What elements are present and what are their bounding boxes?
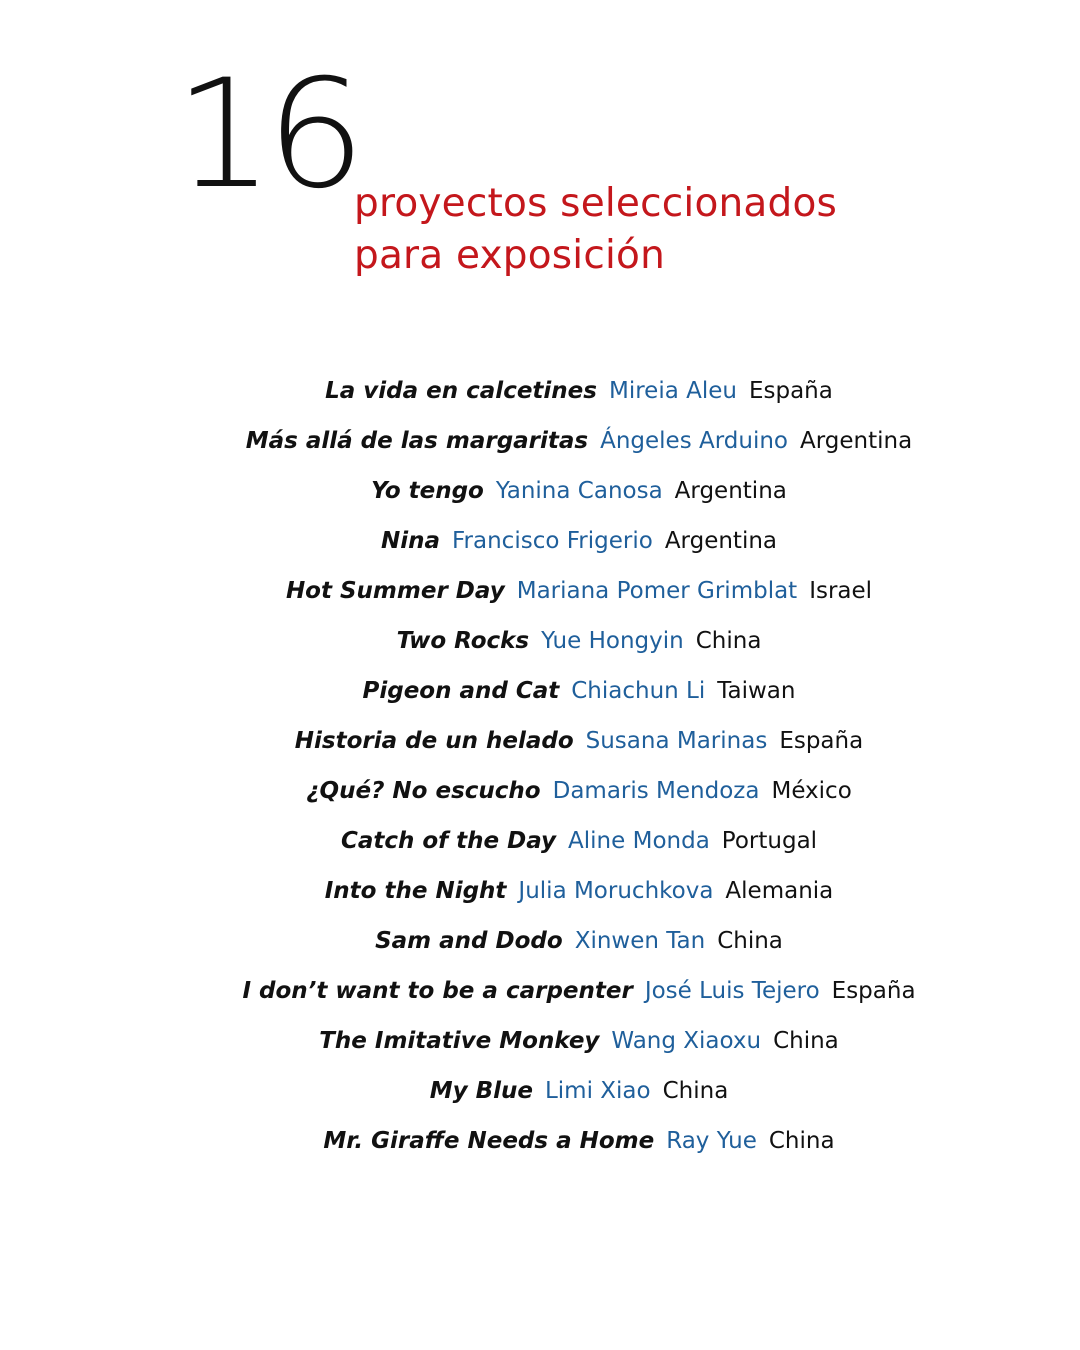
project-title: My Blue [429, 1078, 533, 1104]
project-author: Ángeles Arduino [600, 428, 789, 454]
project-title: Sam and Dodo [375, 928, 563, 954]
project-country: Taiwan [717, 678, 796, 704]
project-author: Ray Yue [666, 1128, 757, 1154]
project-title: Yo tengo [371, 478, 484, 504]
project-row [0, 966, 1080, 1016]
project-row [0, 466, 1080, 516]
project-country: Argentina [674, 478, 787, 504]
project-author: Julia Moruchkova [518, 878, 714, 904]
project-author: José Luis Tejero [644, 978, 820, 1004]
project-count: 16 [174, 48, 358, 222]
project-author: Francisco Frigerio [452, 528, 653, 554]
project-title: Historia de un helado [294, 728, 574, 754]
project-country: Argentina [800, 428, 913, 454]
project-row [0, 616, 1080, 666]
project-country: Alemania [725, 878, 834, 904]
project-country: Argentina [664, 528, 778, 554]
project-country: China [695, 628, 762, 654]
subtitle-line-1: proyectos seleccionados [354, 181, 838, 226]
project-row [0, 1116, 1080, 1166]
project-country: China [768, 1128, 835, 1154]
project-row [0, 766, 1080, 816]
project-title: Más allá de las margaritas [245, 428, 589, 454]
project-country: España [779, 728, 864, 754]
project-title: ¿Qué? No escucho [306, 778, 541, 804]
project-row [0, 866, 1080, 916]
project-country: España [831, 978, 916, 1004]
project-country: España [748, 378, 833, 404]
project-title: Nina [380, 528, 440, 554]
project-row [0, 1016, 1080, 1066]
project-row [0, 566, 1080, 616]
project-row [0, 716, 1080, 766]
project-country: China [662, 1078, 729, 1104]
project-author: Chiachun Li [571, 678, 706, 704]
project-country: Portugal [721, 828, 818, 854]
project-title: Catch of the Day [340, 828, 557, 854]
project-author: Damaris Mendoza [552, 778, 760, 804]
project-row [0, 366, 1080, 416]
project-country: China [773, 1028, 839, 1054]
project-title: Pigeon and Cat [362, 678, 560, 704]
project-row [0, 666, 1080, 716]
project-author: Yanina Canosa [495, 478, 663, 504]
header [0, 0, 1080, 320]
project-country: Israel [809, 578, 873, 604]
project-author: Limi Xiao [544, 1078, 651, 1104]
project-row [0, 516, 1080, 566]
project-author: Xinwen Tan [574, 928, 706, 954]
project-title: La vida en calcetines [325, 378, 597, 404]
project-country: China [717, 928, 783, 954]
project-author: Mariana Pomer Grimblat [516, 578, 798, 604]
project-row [0, 816, 1080, 866]
project-author: Wang Xiaoxu [611, 1028, 762, 1054]
project-title: The Imitative Monkey [319, 1028, 600, 1054]
project-title: Mr. Giraffe Needs a Home [323, 1128, 655, 1154]
project-author: Aline Monda [568, 828, 710, 854]
project-country: México [771, 778, 852, 804]
project-author: Susana Marinas [585, 728, 768, 754]
project-list [0, 366, 1080, 1166]
project-title: Two Rocks [396, 628, 530, 654]
project-row [0, 416, 1080, 466]
subtitle [354, 178, 837, 282]
project-title: Into the Night [324, 878, 507, 904]
project-row [0, 1066, 1080, 1116]
project-title: Hot Summer Day [285, 578, 505, 604]
subtitle-line-2: para exposición [354, 233, 666, 278]
project-row [0, 916, 1080, 966]
project-author: Yue Hongyin [541, 628, 684, 654]
project-title: I don’t want to be a carpenter [242, 978, 633, 1004]
project-author: Mireia Aleu [608, 378, 737, 404]
